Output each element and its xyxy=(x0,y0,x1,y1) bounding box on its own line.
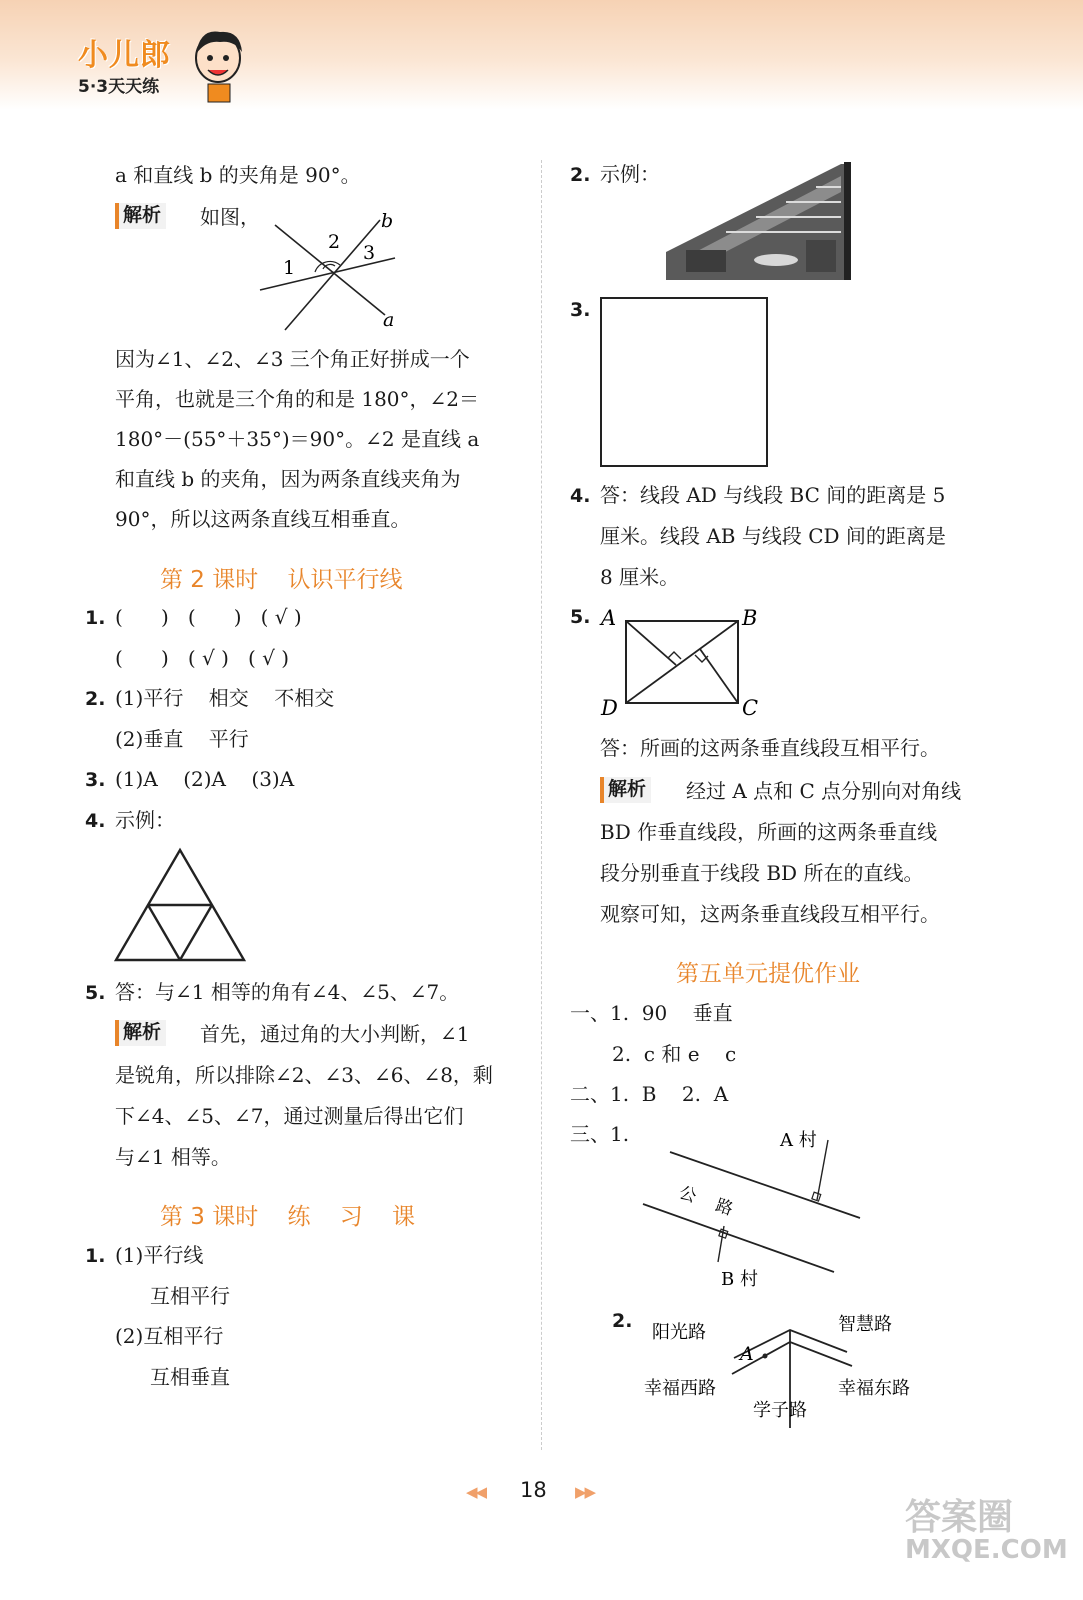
answer-line: 三、1. xyxy=(570,1122,630,1146)
question-number: 4. xyxy=(85,810,106,832)
analysis-tag: 解析 xyxy=(115,1020,166,1046)
example-label: 示例： xyxy=(600,162,660,186)
mascot-icon xyxy=(190,26,250,106)
section-title-lesson3: 第 3 课时 练 习 课 xyxy=(160,1204,415,1230)
vertex-b-label: B xyxy=(742,606,758,630)
village-a-label: A 村 xyxy=(780,1130,817,1151)
question-number: 2. xyxy=(612,1310,633,1332)
vertex-a-label: A xyxy=(601,606,617,630)
brand-logo xyxy=(78,30,171,97)
street-label-xingfu-east: 幸福东路 xyxy=(838,1378,910,1399)
explanation-line: 180°－(55°＋35°)＝90°。∠2 是直线 a xyxy=(115,427,480,451)
prev-page-icon: ◀◀ xyxy=(466,1483,486,1501)
explanation-line: 和直线 b 的夹角，因为两条直线夹角为 xyxy=(115,467,461,491)
explanation-line: 平角，也就是三个角的和是 180°，∠2＝ xyxy=(115,387,480,411)
answer-line: (1)A (2)A (3)A xyxy=(115,767,295,791)
street-label-yangguang: 阳光路 xyxy=(652,1322,706,1343)
judgement-row-1: ( ) ( ) ( √ ) xyxy=(115,605,302,629)
analysis-line: 经过 A 点和 C 点分别向对角线 xyxy=(686,779,962,803)
explanation-line: 90°，所以这两条直线互相垂直。 xyxy=(115,507,411,531)
answer-line: (2)垂直 平行 xyxy=(115,727,249,751)
road-label: 公 路 xyxy=(676,1182,736,1220)
line-a-label: a xyxy=(383,309,395,331)
staircase-photo xyxy=(666,162,851,280)
question-number: 2. xyxy=(85,688,106,710)
figure-intro: 如图， xyxy=(200,205,260,229)
answer-line: (1)平行 相交 不相交 xyxy=(115,686,335,710)
analysis-line: 与∠1 相等。 xyxy=(115,1145,231,1169)
answer-line: 答：所画的这两条垂直线段互相平行。 xyxy=(600,736,940,760)
answer-line: (1)平行线 xyxy=(115,1243,204,1267)
angle-3-label: 3 xyxy=(363,242,376,264)
explanation-line: 因为∠1、∠2、∠3 三个角正好拼成一个 xyxy=(115,347,470,371)
brand-name: 小儿郎 xyxy=(78,38,171,73)
street-map-figure xyxy=(642,1308,942,1428)
vertex-c-label: C xyxy=(742,696,759,720)
example-label: 示例： xyxy=(115,808,175,832)
series-name: 5·3天天练 xyxy=(78,77,160,97)
street-label-xuezi: 学子路 xyxy=(753,1400,807,1421)
column-divider xyxy=(541,160,542,1450)
street-label-zhihui: 智慧路 xyxy=(838,1314,892,1335)
angle-figure xyxy=(255,205,455,335)
analysis-line: 下∠4、∠5、∠7，通过测量后得出它们 xyxy=(115,1104,464,1128)
village-b-label: B 村 xyxy=(721,1269,758,1290)
angle-1-label: 1 xyxy=(283,257,296,279)
section-title-lesson2: 第 2 课时 认识平行线 xyxy=(160,567,403,593)
question-number: 1. xyxy=(85,607,106,629)
question-number: 3. xyxy=(570,299,591,321)
analysis-line: 段分别垂直于线段 BD 所在的直线。 xyxy=(600,861,924,885)
question-number: 1. xyxy=(85,1245,106,1267)
watermark-text: 答案圈 xyxy=(905,1497,1014,1538)
answer-line: 2. c 和 e c xyxy=(612,1042,737,1066)
question-number: 3. xyxy=(85,769,106,791)
answer-line: 8 厘米。 xyxy=(600,565,680,589)
question-number: 2. xyxy=(570,164,591,186)
line-b-label: b xyxy=(381,210,394,232)
question-number: 4. xyxy=(570,485,591,507)
point-a-label: A xyxy=(740,1343,754,1365)
answer-line: 互相平行 xyxy=(150,1284,230,1308)
vertex-d-label: D xyxy=(601,696,618,720)
answer-line: 厘米。线段 AB 与线段 CD 间的距离是 xyxy=(600,524,946,548)
answer-line: 答：线段 AD 与线段 BC 间的距离是 5 xyxy=(600,483,946,507)
question-number: 5. xyxy=(85,982,106,1004)
answer-line: 互相垂直 xyxy=(150,1365,230,1389)
road-village-figure xyxy=(638,1122,878,1292)
street-label-xingfu-west: 幸福西路 xyxy=(644,1378,716,1399)
triangle-figure xyxy=(112,848,252,968)
analysis-line: BD 作垂直线段，所画的这两条垂直线 xyxy=(600,820,938,844)
answer-line: 答：与∠1 相等的角有∠4、∠5、∠7。 xyxy=(115,980,460,1004)
answer-line: 一、1. 90 垂直 xyxy=(570,1001,733,1025)
answer-line: 二、1. B 2. A xyxy=(570,1082,729,1106)
analysis-tag: 解析 xyxy=(115,203,166,229)
analysis-line: 首先，通过角的大小判断，∠1 xyxy=(200,1022,470,1046)
next-page-icon: ▶▶ xyxy=(575,1483,595,1501)
unit-title: 第五单元提优作业 xyxy=(676,961,860,987)
page-number: 18 xyxy=(520,1478,547,1502)
analysis-line: 是锐角，所以排除∠2、∠3、∠6、∠8，剩 xyxy=(115,1063,493,1087)
square-figure xyxy=(599,296,769,468)
analysis-tag: 解析 xyxy=(600,777,651,803)
analysis-line: 观察可知，这两条垂直线段互相平行。 xyxy=(600,902,940,926)
watermark xyxy=(905,1497,1068,1565)
answer-line: (2)互相平行 xyxy=(115,1324,224,1348)
judgement-row-2: ( ) ( √ ) ( √ ) xyxy=(115,646,290,670)
watermark-url: MXQE.COM xyxy=(905,1535,1068,1565)
angle-2-label: 2 xyxy=(328,231,341,253)
rectangle-figure xyxy=(597,603,777,718)
question-number: 5. xyxy=(570,606,591,628)
answer-continuation: a 和直线 b 的夹角是 90°。 xyxy=(115,163,361,187)
